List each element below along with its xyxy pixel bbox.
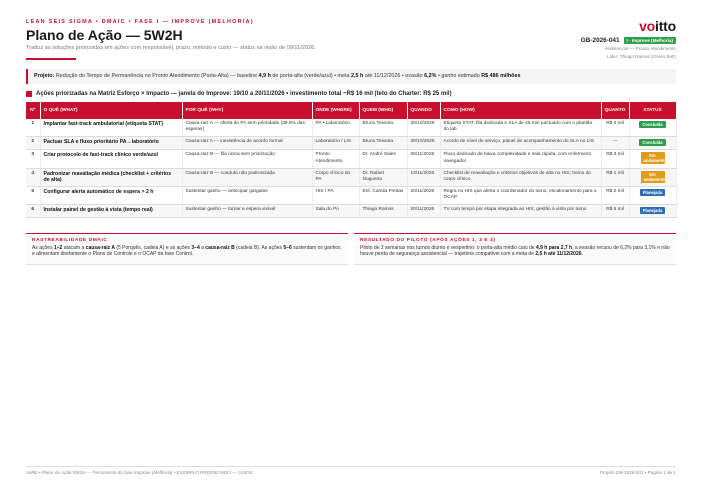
cell-where: Corpo clínico do PA — [312, 168, 359, 186]
cell-how: Regra no HIS que alerta o coordenador do turno; escalonamento para o OCAP — [440, 187, 601, 205]
status-badge: Em andamento — [641, 171, 665, 183]
cell-what: Criar protocolo de fast-track clínico verde/azul — [40, 150, 182, 168]
cell-how: Acordo de nível de serviço, painel de acompanhamento do SLA no LIS — [440, 136, 601, 149]
cell-how: Fluxo dedicado de baixa complexidade e sala rápida, com enfermeiro navegador — [440, 150, 601, 168]
status-badge: Planejada — [640, 189, 666, 196]
meta-line-area: Assistencial — Pronto Atendimento — [604, 46, 676, 51]
cell-how: Checklist de reavaliação e critérios objetivos de alta no HIS; treino do corpo clínico — [440, 168, 601, 186]
table-row — [26, 150, 676, 168]
cell-number: 1 — [26, 119, 40, 136]
cell-who: Bruno Teixeira — [359, 136, 407, 149]
cell-number: 6 — [26, 204, 40, 217]
table-row — [26, 119, 676, 136]
cell-number: 5 — [26, 187, 40, 205]
phase-badge: I · Improve (Melhoria) — [624, 37, 676, 44]
cell-cost: R$ 2 mil — [601, 187, 629, 205]
traceability-box — [26, 233, 348, 265]
cell-where: PA • Laboratório — [312, 119, 359, 136]
cell-where: Laboratório / LIS — [312, 136, 359, 149]
cell-status — [629, 136, 676, 149]
page-subtitle: Traduz as soluções priorizadas em ações com responsável, prazo, método e custo — status na visão de 09/11/2026. — [26, 45, 316, 51]
brand-logo: voitto — [639, 18, 676, 34]
eyebrow: LEAN SEIS SIGMA • DMAIC • FASE I — IMPROVE (MELHORIA) — [26, 19, 254, 25]
table-row — [26, 168, 676, 186]
pilot-heading: RESULTADO DO PILOTO (APÓS AÇÕES 1, 3 E 4) — [360, 238, 496, 243]
cell-cost: R$ 6 mil — [601, 204, 629, 217]
col-header-where: ONDE (WHERE) — [312, 102, 359, 119]
project-banner: Projeto: Redução do Tempo de Permanência no Pronto Atendimento (Porta-Alta) — baseline 4,9 h de porta-alta (verde/azul) • meta 2,5 h até 11/12/2026 • evasão 6,2% • ganho estimado R$ 486 milhões — [26, 69, 676, 84]
action-plan-table — [26, 102, 677, 218]
cell-why: Causa-raiz A — oferta do PA sem prioridade (39,6% das esperas) — [182, 119, 312, 136]
project-code: GB-2026-041 — [580, 37, 620, 44]
col-header-who: QUEM (WHO) — [359, 102, 407, 119]
cell-why: Causa-raiz B — conduta não padronizada — [182, 168, 312, 186]
col-header-cost: QUANTO — [601, 102, 629, 119]
status-badge: Em andamento — [641, 152, 665, 164]
cell-when: 30/10/2026 — [407, 119, 440, 136]
table-row — [26, 204, 676, 217]
cell-status — [629, 150, 676, 168]
cell-what: Implantar fast-track ambulatorial (etiqueta STAT) — [40, 119, 182, 136]
status-badge: Planejada — [640, 207, 666, 214]
cell-cost: — — [601, 136, 629, 149]
cell-how: Etiqueta STAT, fila dedicada e SLA de 45 min pactuado com o plantão do lab — [440, 119, 601, 136]
cell-how: TV com tempo por etapa integrada ao HIS; gestão à vista por turno — [440, 204, 601, 217]
table-row — [26, 187, 676, 205]
traceability-text: As ações 1–2 atacam a causa-raiz A (5 Porquês, cadeia A) e as ações 3–4 a causa-raiz B (cadeia B). As ações 5–6 sustentam os ganhos e alimentam diretamente o Plano de Controle e o OCAP da fase Control. — [32, 245, 341, 258]
section-heading: Ações priorizadas na Matriz Esforço × Impacto — janela do Improve: 19/10 a 20/11/2026 • investimento total ~R$ 16 mil (teto do Charter: R$ 25 mil) — [26, 91, 452, 97]
cell-where: Pronto Atendimento — [312, 150, 359, 168]
col-header-n: Nº — [26, 102, 40, 119]
cell-status — [629, 119, 676, 136]
cell-what: Pactuar SLA e fluxo prioritário PA↔laboratório — [40, 136, 182, 149]
cell-when: 20/11/2026 — [407, 204, 440, 217]
cell-when: 20/11/2026 — [407, 187, 440, 205]
col-header-status: STATUS — [629, 102, 676, 119]
meta-line-leader: Líder: Thiago Ramos (Green Belt) — [606, 54, 676, 59]
table-header-row — [26, 102, 676, 119]
col-header-when: QUANDO — [407, 102, 440, 119]
cell-why: Sustentar ganho — tornar a espera visível — [182, 204, 312, 217]
cell-when: 06/11/2026 — [407, 150, 440, 168]
traceability-heading: RASTREABILIDADE DMAIC — [32, 238, 108, 243]
cell-number: 2 — [26, 136, 40, 149]
footer-right: Projeto GB-2026-041 • Página 1 de 1 — [600, 470, 676, 475]
cell-cost: R$ 3 mil — [601, 150, 629, 168]
cell-cost: R$ 4 mil — [601, 119, 629, 136]
title-divider — [26, 58, 76, 60]
status-badge: Concluída — [639, 121, 665, 128]
cell-why: Causa-raiz B — fila única sem priorização — [182, 150, 312, 168]
cell-what: Configurar alerta automático de espera > 2 h — [40, 187, 182, 205]
cell-what: Padronizar reavaliação médica (checklist + critérios de alta) — [40, 168, 182, 186]
cell-why: Sustentar ganho — antecipar gargalos — [182, 187, 312, 205]
section-marker-icon — [26, 91, 32, 97]
page-title: Plano de Ação — 5W2H — [26, 27, 183, 43]
cell-who: Thiago Ramos — [359, 204, 407, 217]
cell-where: Sala do PA — [312, 204, 359, 217]
footer-left: Voitto • Plano de Ação 5W2H — Ferramenta da fase Improve (Melhoria) • EXEMPLO PREENCHIDO — GUIDE — [26, 470, 253, 475]
cell-status — [629, 187, 676, 205]
cell-where: HIS / PA — [312, 187, 359, 205]
cell-what: Instalar painel de gestão à vista (tempo real) — [40, 204, 182, 217]
project-meta — [581, 37, 676, 60]
col-header-what: O QUÊ (WHAT) — [40, 102, 182, 119]
cell-number: 4 — [26, 168, 40, 186]
footer-divider — [26, 466, 676, 467]
cell-who: Dr. Rafael Nogueira — [359, 168, 407, 186]
cell-status — [629, 204, 676, 217]
pilot-result-box — [354, 233, 676, 265]
cell-when: 13/11/2026 — [407, 168, 440, 186]
col-header-how: COMO (HOW) — [440, 102, 601, 119]
cell-who: Enf. Camila Freitas — [359, 187, 407, 205]
cell-who: Dr. André Sales — [359, 150, 407, 168]
pilot-text: Piloto de 2 semanas nos turnos diurno e vespertino: o porta-alta médio caiu de 4,9 h para 2,7 h, a evasão recuou de 6,2% para 3,1% e não houve perda de segurança assistencial — trajetória compatível com a meta de 2,5 h até 11/12/2026. — [360, 245, 670, 258]
col-header-why: POR QUÊ (WHY) — [182, 102, 312, 119]
cell-number: 3 — [26, 150, 40, 168]
cell-cost: R$ 1 mil — [601, 168, 629, 186]
cell-status — [629, 168, 676, 186]
status-badge: Concluída — [639, 139, 665, 146]
cell-who: Bruno Teixeira — [359, 119, 407, 136]
cell-when: 30/10/2026 — [407, 136, 440, 149]
cell-why: Causa-raiz A — inexistência de acordo formal — [182, 136, 312, 149]
table-row — [26, 136, 676, 149]
